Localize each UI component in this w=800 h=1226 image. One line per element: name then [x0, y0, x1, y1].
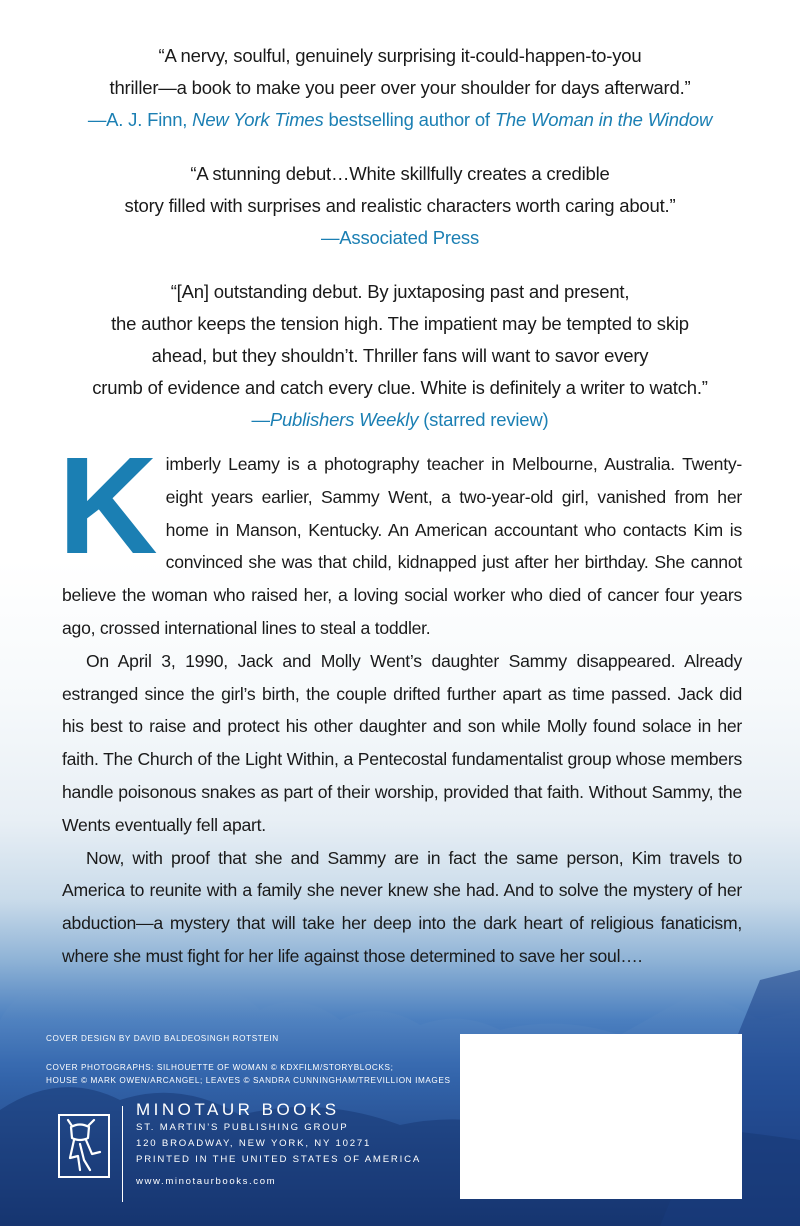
review-quote — [40, 158, 760, 254]
publisher-block — [58, 1100, 478, 1210]
publisher-divider — [122, 1106, 123, 1202]
publisher-address: 120 BROADWAY, NEW YORK, NY 10271 — [136, 1138, 372, 1149]
photo-credit: COVER PHOTOGRAPHS: SILHOUETTE OF WOMAN © KDXFILM/STORYBLOCKS; — [46, 1063, 394, 1072]
drop-cap: K — [58, 429, 154, 583]
publisher-website: www.minotaurbooks.com — [136, 1176, 277, 1187]
attribution-book-title: The Woman in the Window — [494, 109, 713, 130]
photo-credit: HOUSE © MARK OWEN/ARCANGEL; LEAVES © SANDRA CUNNINGHAM/TREVILLION IMAGES — [46, 1076, 451, 1085]
quote-line: “[An] outstanding debut. By juxtaposing past and present, — [170, 281, 630, 302]
quote-attribution — [40, 104, 760, 136]
attribution-text: (starred review) — [418, 409, 549, 430]
attribution-publication: New York Times — [192, 109, 324, 130]
description-paragraph — [58, 429, 742, 645]
quote-line: “A stunning debut…White skillfully creates a credible — [190, 163, 610, 184]
attribution-text: — — [251, 409, 270, 430]
attribution-text: bestselling author of — [323, 109, 495, 130]
printed-notice: PRINTED IN THE UNITED STATES OF AMERICA — [136, 1154, 422, 1165]
paragraph-text: imberly Leamy is a photography teacher in Melbourne, Australia. Twenty-eight years earlier, Sammy Went, a two-year-old girl, vanished from her home in Manson, Kentucky. An American accountant who contacts Kim is convinced she was that child, kidnapped just after her birthday. She cannot believe the woman who raised her, a loving social worker who died of cancer four years ago, crossed international lines to steal a toddler. — [62, 454, 742, 638]
design-credit: COVER DESIGN BY DAVID BALDEOSINGH ROTSTEIN — [46, 1034, 279, 1043]
quote-line: story filled with surprises and realistic characters worth caring about.” — [124, 195, 676, 216]
quote-line: “A nervy, soulful, genuinely surprising it-could-happen-to-you — [158, 45, 642, 66]
publisher-group: ST. MARTIN’S PUBLISHING GROUP — [136, 1122, 349, 1133]
publisher-name: MINOTAUR BOOKS — [136, 1100, 340, 1119]
minotaur-logo-icon — [58, 1114, 110, 1178]
attribution-publication: Publishers Weekly — [269, 409, 419, 430]
cover-credits — [46, 1032, 466, 1087]
barcode-box — [460, 1034, 742, 1199]
attribution-text: —A. J. Finn, — [87, 109, 193, 130]
quote-line: the author keeps the tension high. The impatient may be tempted to skip — [111, 313, 689, 334]
review-quotes — [40, 40, 760, 436]
quote-attribution: —Associated Press — [320, 227, 480, 248]
publisher-info — [136, 1100, 421, 1187]
review-quote — [40, 276, 760, 436]
description-paragraph: Now, with proof that she and Sammy are in fact the same person, Kim travels to America to reunite with a family she never knew she had. And to solve the mystery of her abduction—a mystery that will take her deep into the dark heart of religious fanaticism, where she must fight for her life against those determined to save her soul…. — [62, 847, 742, 966]
description-paragraph: On April 3, 1990, Jack and Molly Went’s daughter Sammy disappeared. Already estranged since the girl’s birth, the couple drifted further apart as time passed. Jack did his best to raise and protect his other daughter and son while Molly found solace in her faith. The Church of the Light Within, a Pentecostal fundamentalist group whose members handle poisonous snakes as part of their worship, provided that faith. Without Sammy, the Wents eventually fell apart. — [62, 650, 742, 835]
review-quote — [40, 40, 760, 136]
quote-line: crumb of evidence and catch every clue. White is definitely a writer to watch.” — [92, 377, 708, 398]
book-description — [58, 429, 742, 973]
quote-line: thriller—a book to make you peer over your shoulder for days afterward.” — [109, 77, 691, 98]
quote-line: ahead, but they shouldn’t. Thriller fans will want to savor every — [151, 345, 649, 366]
